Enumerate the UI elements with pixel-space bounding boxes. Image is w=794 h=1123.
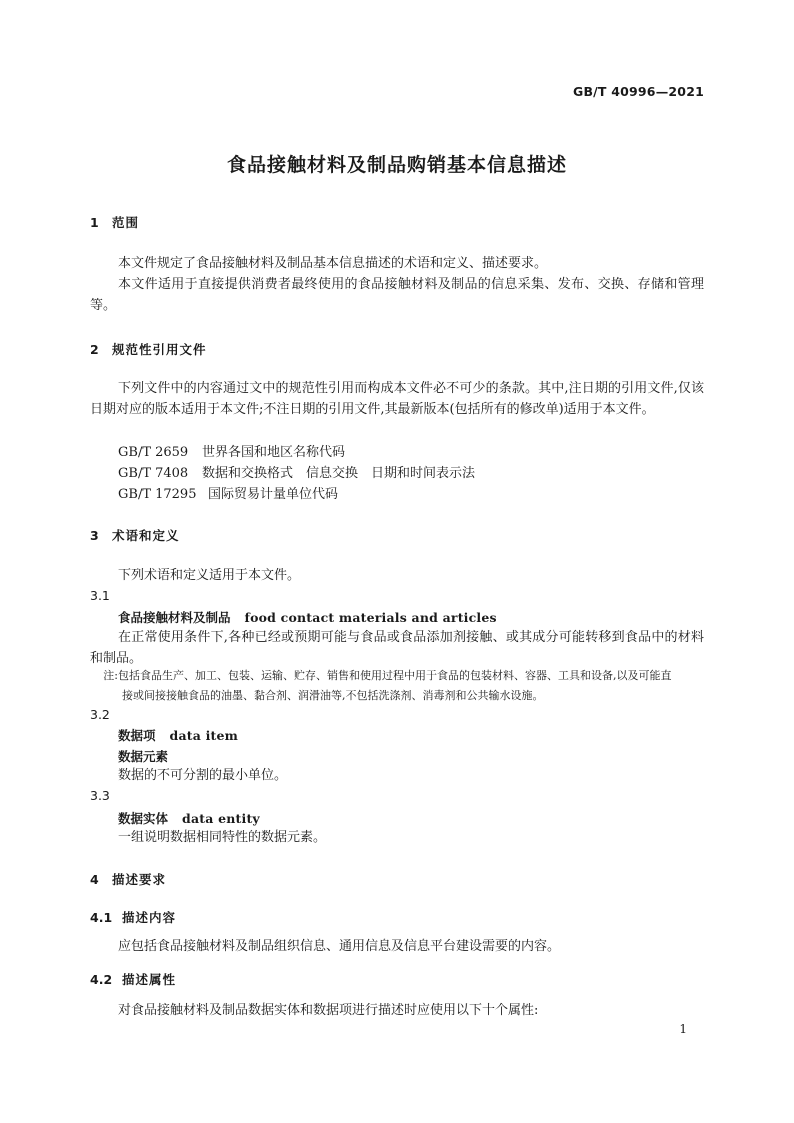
- subsection-4-2-heading: [90, 970, 176, 988]
- reference-item: [118, 441, 345, 460]
- term-zh: 食品接触材料及制品: [118, 610, 231, 625]
- note-label: 注:: [103, 669, 118, 682]
- scope-para-2: 本文件适用于直接提供消费者最终使用的食品接触材料及制品的信息采集、发布、交换、存储和管理等。: [90, 277, 704, 313]
- subsection-title: 描述属性: [122, 972, 177, 987]
- definition-text: 一组说明数据相同特性的数据元素。: [118, 830, 327, 845]
- definition-text: 数据的不可分割的最小单位。: [118, 768, 288, 783]
- note-line-1: 包括食品生产、加工、包装、运输、贮存、销售和使用过程中用于食品的包装材料、容器、工具和设备,以及可能直: [118, 669, 672, 682]
- definition-text: 在正常使用条件下,各种已经或预期可能与食品或食品添加剂接触、或其成分可能转移到食品中的材料和制品。: [90, 630, 704, 666]
- term-number: 3.1: [90, 588, 110, 603]
- section-number: 1: [90, 215, 99, 230]
- scope-para-1: 本文件规定了食品接触材料及制品基本信息描述的术语和定义、描述要求。: [118, 256, 548, 271]
- section-title: 规范性引用文件: [112, 342, 207, 357]
- term-note: [90, 666, 704, 706]
- paragraph: [90, 936, 704, 957]
- term-en: data item: [169, 728, 239, 743]
- paragraph: [90, 1000, 704, 1021]
- term-definition: [90, 627, 704, 669]
- standard-number: GB/T 40996—2021: [572, 84, 704, 99]
- subsection-number: 4.2: [90, 972, 113, 987]
- paragraph: 下列文件中的内容通过文中的规范性引用而构成本文件必不可少的条款。其中,注日期的引用文件,仅该日期对应的版本适用于本文件;不注日期的引用文件,其最新版本(包括所有的修改单)适用于本文件。: [90, 381, 704, 417]
- terms-intro: 下列术语和定义适用于本文件。: [118, 568, 301, 583]
- section-2-heading: [90, 340, 207, 358]
- term-heading: [118, 809, 260, 827]
- page-number: 1: [679, 1022, 687, 1036]
- section-number: 3: [90, 528, 99, 543]
- section-1-heading: [90, 213, 139, 231]
- section-4-heading: [90, 870, 166, 888]
- document-title: 食品接触材料及制品购销基本信息描述: [226, 154, 567, 176]
- term-definition: [90, 827, 704, 848]
- term-heading: [118, 726, 238, 744]
- reference-name: 国际贸易计量单位代码: [208, 487, 339, 502]
- reference-code: GB/T 17295: [118, 487, 197, 502]
- term-en: food contact materials and articles: [244, 610, 497, 625]
- subsection-number: 4.1: [90, 910, 113, 925]
- description-attributes-text: 对食品接触材料及制品数据实体和数据项进行描述时应使用以下十个属性:: [118, 1003, 539, 1018]
- reference-name: 数据和交换格式 信息交换 日期和时间表示法: [202, 466, 476, 481]
- reference-code: GB/T 7408: [118, 466, 189, 481]
- section-title: 术语和定义: [112, 528, 180, 543]
- paragraph: [90, 565, 704, 586]
- term-number: 3.2: [90, 707, 110, 722]
- subsection-title: 描述内容: [122, 910, 177, 925]
- normative-refs-para: [90, 378, 704, 420]
- term-en: data entity: [182, 811, 260, 826]
- reference-item: [118, 462, 475, 481]
- note-line-2: 接或间接接触食品的油墨、黏合剂、润滑油等,不包括洗涤剂、消毒剂和公共输水设施。: [122, 689, 544, 702]
- paragraph: [90, 253, 704, 316]
- term-definition: [90, 765, 704, 786]
- subsection-4-1-heading: [90, 908, 176, 926]
- term-zh: 数据项: [118, 728, 156, 743]
- section-number: 4: [90, 872, 99, 887]
- section-title: 范围: [112, 215, 140, 230]
- term-heading: [118, 608, 497, 626]
- section-title: 描述要求: [112, 872, 167, 887]
- description-content-text: 应包括食品接触材料及制品组织信息、通用信息及信息平台建设需要的内容。: [118, 939, 561, 954]
- reference-item: [118, 483, 338, 502]
- section-3-heading: [90, 526, 180, 544]
- term-number: 3.3: [90, 788, 110, 803]
- term-alt: 数据元素: [118, 749, 169, 764]
- reference-code: GB/T 2659: [118, 445, 189, 460]
- section-number: 2: [90, 342, 99, 357]
- term-zh: 数据实体: [118, 811, 169, 826]
- reference-name: 世界各国和地区名称代码: [202, 445, 346, 460]
